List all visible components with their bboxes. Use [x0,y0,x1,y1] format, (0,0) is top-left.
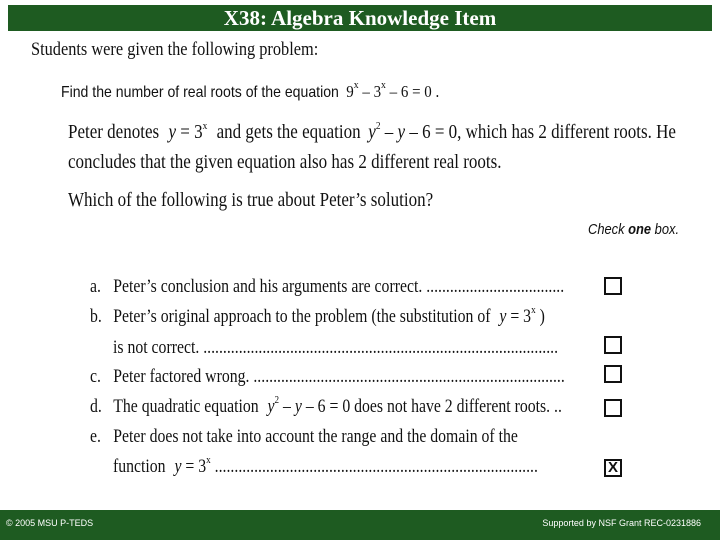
task-eq-b: – 3 [358,82,382,101]
peter-sub-exp: x [202,120,208,132]
option-d-text-a: The quadratic equation [113,396,259,417]
checkbox-c[interactable] [604,365,622,383]
peter-quad-end: – 6 = 0 [405,121,458,143]
option-e-letter: e. [90,426,101,447]
checkbox-b[interactable] [604,336,622,354]
checkbox-a[interactable] [604,277,622,295]
question-text: Which of the following is true about Peter’s solution? [68,189,434,211]
task-equation [346,79,440,101]
checkbox-d[interactable] [604,399,622,417]
intro-text: Students were given the following problem: [31,39,319,60]
option-b-exp: x [531,304,536,316]
option-d-var: y [267,396,275,417]
peter-sub-eq: = 3 [176,121,203,143]
option-a [90,276,564,298]
option-e-eq: = 3 [181,456,207,477]
option-b-line-2: is not correct. .......................................................................................... [113,337,559,358]
task-exp-b: x [381,79,386,91]
option-c-text: Peter factored wrong. ............................................................................... [113,366,565,387]
task-eq-a: 9 [346,82,354,101]
peter-quad-exp: 2 [375,120,381,132]
check-instruction-a: Check [588,221,629,238]
checkbox-e[interactable] [604,459,622,477]
option-d-end: – 6 = 0 [301,396,351,417]
option-e-text-2: function [113,456,166,477]
option-d-equation [268,396,351,417]
problem-slide [8,31,712,510]
task-eq-c: – 6 = 0 . [385,82,440,101]
option-a-text: Peter’s conclusion and his arguments are correct. ................................... [113,276,565,297]
option-e [90,426,518,448]
option-d-letter: d. [90,396,102,417]
option-b-text: Peter’s original approach to the problem (the substitution of [113,306,491,327]
page-title: X38: Algebra Knowledge Item [8,5,712,31]
task-statement [61,79,440,102]
check-instruction [588,221,679,238]
peter-quad-var2: y [397,121,406,143]
option-c [90,366,565,388]
peter-line-1 [68,121,676,144]
check-instruction-b: one [628,221,652,238]
peter-quad-var: y [368,121,376,143]
option-b-substitution [499,306,544,327]
footer-grant: Supported by NSF Grant REC-0231886 [542,518,701,528]
option-d-exp: 2 [274,394,280,406]
peter-line-2: concludes that the given equation also has 2 different real roots. [68,151,502,173]
option-e-exp: x [206,454,211,466]
option-d-text-b: does not have 2 different roots. .. [354,396,562,417]
option-d-var2: y [294,396,302,417]
footer-copyright: © 2005 MSU P-TEDS [6,518,94,528]
option-e-var: y [174,456,182,477]
option-d [90,396,562,418]
peter-quad-rest: – [380,121,398,143]
option-a-letter: a. [90,276,101,297]
peter-sub-var: y [168,121,177,143]
peter-substitution [168,121,207,143]
option-b-close: ) [535,306,545,327]
option-e-function [174,456,210,477]
option-e-line-2 [113,456,538,478]
task-exp-a: x [353,79,359,91]
option-d-mid: – [279,396,295,417]
peter-line1-b: and gets the equation [216,121,361,143]
option-e-text: Peter does not take into account the range and the domain of the [113,426,518,447]
option-c-letter: c. [90,366,101,387]
option-b-var: y [499,306,507,327]
task-text: Find the number of real roots of the equation [61,84,339,101]
checkbox-e-mark: X [607,459,618,476]
option-b-letter: b. [90,306,102,327]
option-e-dots: .................................................................................. [210,456,538,477]
footer-bar [0,510,720,540]
peter-line1-a: Peter denotes [68,121,160,143]
peter-quadratic [368,121,457,143]
peter-line1-c: , which has 2 different roots. He [457,121,676,143]
option-b [90,306,545,328]
option-b-eq: = 3 [506,306,532,327]
check-instruction-c: box. [651,221,680,238]
